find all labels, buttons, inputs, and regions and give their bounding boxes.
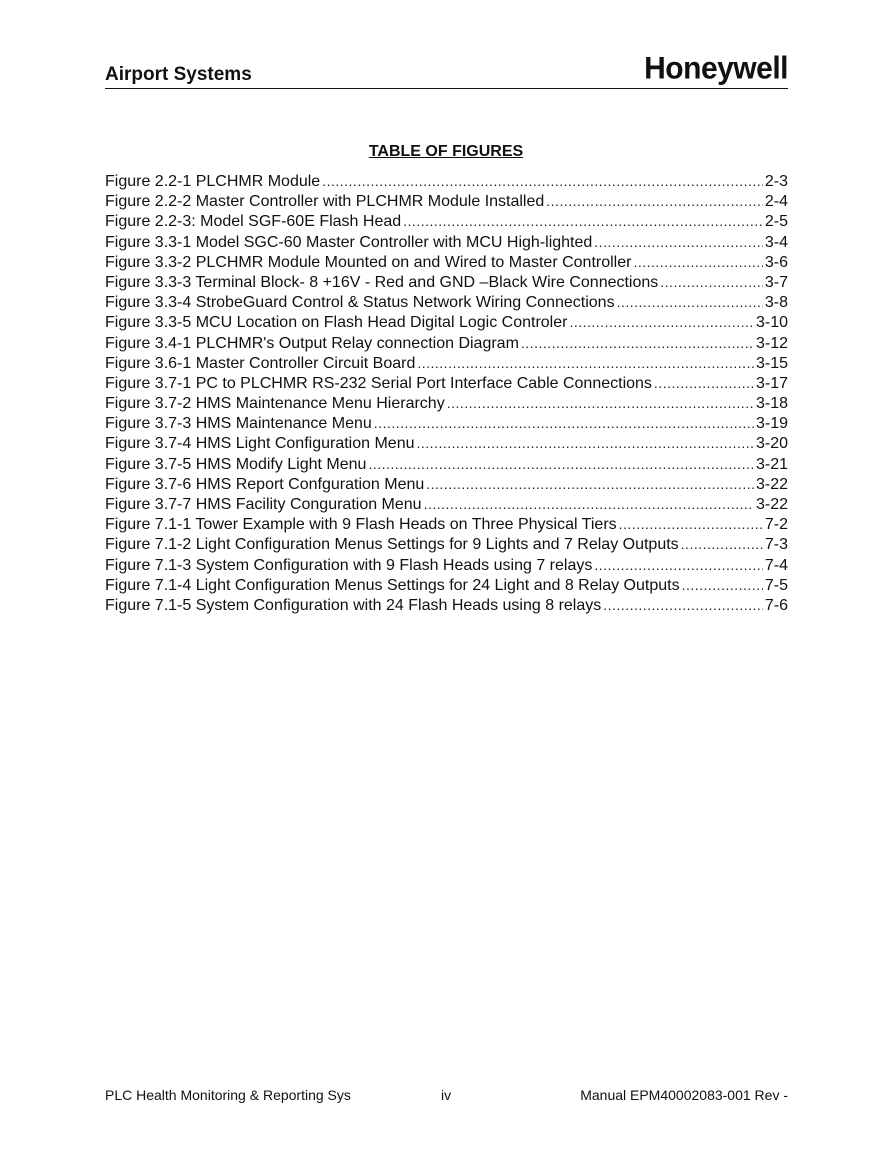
toc-entry-page: 3-15: [755, 354, 788, 372]
toc-entry[interactable]: [105, 252, 788, 272]
dot-leader: [569, 312, 754, 333]
toc-entry-label: Figure 2.2-3: Model SGF-60E Flash Head: [105, 213, 402, 231]
honeywell-logo: Honeywell: [644, 51, 788, 86]
dot-leader: [424, 494, 754, 515]
toc-entry-label: Figure 7.1-5 System Configuration with 24 Flash Heads using 8 relays: [105, 596, 602, 614]
toc-entry-page: 3-4: [764, 233, 788, 251]
toc-entry-label: Figure 7.1-3 System Configuration with 9 Flash Heads using 7 relays: [105, 556, 593, 574]
toc-entry-label: Figure 3.3-5 MCU Location on Flash Head Digital Logic Controler: [105, 314, 568, 332]
toc-entry[interactable]: [105, 474, 788, 494]
toc-entry-label: Figure 3.3-4 StrobeGuard Control & Status Network Wiring Connections: [105, 294, 615, 312]
toc-entry-page: 7-2: [764, 516, 788, 534]
footer-document-name: PLC Health Monitoring & Reporting Sys: [105, 1087, 351, 1103]
toc-entry-page: 2-4: [764, 193, 788, 211]
toc-entry-page: 7-4: [764, 556, 788, 574]
toc-entry[interactable]: [105, 211, 788, 231]
section-title: Airport Systems: [105, 64, 252, 85]
toc-entry-page: 3-10: [755, 314, 788, 332]
toc-entry[interactable]: [105, 494, 788, 514]
toc-entry[interactable]: [105, 595, 788, 615]
toc-entry[interactable]: [105, 353, 788, 373]
toc-entry-label: Figure 3.3-3 Terminal Block- 8 +16V - Red and GND –Black Wire Connections: [105, 273, 659, 291]
table-of-figures: [105, 171, 788, 615]
toc-entry-label: Figure 3.7-6 HMS Report Confguration Menu: [105, 475, 425, 493]
dot-leader: [447, 393, 754, 414]
toc-entry-page: 3-22: [755, 496, 788, 513]
toc-entry[interactable]: [105, 433, 788, 453]
toc-entry-page: 3-21: [755, 455, 788, 473]
dot-leader: [681, 534, 763, 555]
toc-entry-page: 7-3: [764, 536, 788, 554]
toc-entry-label: Figure 3.7-5 HMS Modify Light Menu: [105, 455, 367, 473]
toc-entry-label: Figure 7.1-1 Tower Example with 9 Flash Heads on Three Physical Tiers: [105, 516, 617, 534]
toc-entry[interactable]: [105, 272, 788, 292]
toc-entry-page: 3-20: [755, 435, 788, 453]
dot-leader: [322, 171, 763, 192]
dot-leader: [403, 211, 763, 232]
toc-entry-page: 3-6: [764, 253, 788, 271]
toc-entry[interactable]: [105, 292, 788, 312]
toc-entry-page: 2-5: [764, 213, 788, 231]
toc-entry[interactable]: [105, 232, 788, 252]
toc-entry[interactable]: [105, 514, 788, 534]
toc-entry-label: Figure 2.2-1 PLCHMR Module: [105, 173, 321, 190]
toc-entry[interactable]: [105, 312, 788, 332]
toc-entry-label: Figure 7.1-4 Light Configuration Menus Settings for 24 Light and 8 Relay Outputs: [105, 576, 680, 594]
dot-leader: [417, 353, 754, 374]
toc-title-wrap: [0, 143, 892, 161]
toc-entry[interactable]: [105, 534, 788, 554]
dot-leader: [546, 191, 763, 212]
toc-entry[interactable]: [105, 333, 788, 353]
toc-entry-label: Figure 7.1-2 Light Configuration Menus Settings for 9 Lights and 7 Relay Outputs: [105, 536, 679, 554]
toc-entry-label: Figure 3.3-1 Model SGC-60 Master Controller with MCU High-lighted: [105, 233, 593, 251]
toc-entry-page: 7-6: [764, 596, 788, 614]
toc-entry[interactable]: [105, 413, 788, 433]
toc-entry-page: 3-22: [755, 475, 788, 493]
toc-entry-page: 7-5: [764, 576, 788, 594]
toc-entry-label: Figure 3.7-7 HMS Facility Conguration Menu: [105, 496, 422, 513]
toc-entry-page: 3-7: [764, 273, 788, 291]
toc-entry-label: Figure 3.7-2 HMS Maintenance Menu Hierarchy: [105, 395, 445, 413]
toc-entry-page: 3-19: [755, 415, 788, 433]
manual-number: Manual EPM40002083-001 Rev -: [580, 1087, 788, 1103]
toc-entry[interactable]: [105, 393, 788, 413]
toc-entry-page: 2-3: [764, 173, 788, 190]
toc-entry-page: 3-12: [755, 334, 788, 352]
dot-leader: [617, 292, 763, 313]
toc-entry[interactable]: [105, 373, 788, 393]
toc-entry[interactable]: [105, 171, 788, 191]
dot-leader: [682, 575, 763, 596]
dot-leader: [594, 232, 763, 253]
toc-entry[interactable]: [105, 454, 788, 474]
dot-leader: [521, 333, 754, 354]
toc-entry-label: Figure 3.3-2 PLCHMR Module Mounted on and Wired to Master Controller: [105, 253, 632, 271]
toc-entry-label: Figure 3.7-3 HMS Maintenance Menu: [105, 415, 372, 433]
dot-leader: [594, 555, 763, 576]
dot-leader: [654, 373, 754, 394]
toc-entry[interactable]: [105, 575, 788, 595]
toc-entry-page: 3-18: [755, 395, 788, 413]
dot-leader: [619, 514, 763, 535]
dot-leader: [417, 433, 754, 454]
page-number: iv: [441, 1087, 452, 1103]
page-header: [105, 52, 788, 89]
toc-entry-label: Figure 2.2-2 Master Controller with PLCHMR Module Installed: [105, 193, 545, 211]
toc-entry[interactable]: [105, 191, 788, 211]
dot-leader: [633, 252, 762, 273]
dot-leader: [603, 595, 763, 616]
toc-entry-page: 3-8: [764, 294, 788, 312]
toc-entry-label: Figure 3.4-1 PLCHMR's Output Relay connection Diagram: [105, 334, 519, 352]
dot-leader: [368, 454, 754, 475]
dot-leader: [374, 413, 754, 434]
toc-title: TABLE OF FIGURES: [368, 143, 524, 160]
toc-entry-label: Figure 3.7-1 PC to PLCHMR RS-232 Serial Port Interface Cable Connections: [105, 374, 652, 392]
dot-leader: [660, 272, 763, 293]
toc-entry[interactable]: [105, 555, 788, 575]
dot-leader: [426, 474, 754, 495]
toc-entry-page: 3-17: [755, 374, 788, 392]
toc-entry-label: Figure 3.7-4 HMS Light Configuration Menu: [105, 435, 415, 453]
toc-entry-label: Figure 3.6-1 Master Controller Circuit Board: [105, 354, 416, 372]
